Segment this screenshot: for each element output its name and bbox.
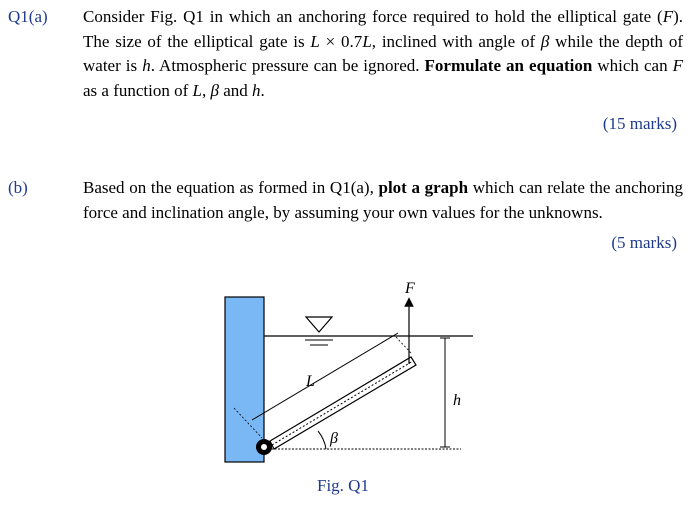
label-beta: β — [330, 430, 338, 447]
dimension-L-line — [252, 333, 398, 420]
elliptical-gate — [270, 357, 416, 449]
marks-q1a: (15 marks) — [602, 114, 677, 133]
text-run: , — [202, 80, 211, 100]
angle-arc-beta — [318, 431, 326, 449]
math-symbol: β — [540, 31, 550, 51]
text-run: ). The size of the elliptical gate is — [83, 7, 683, 51]
math-symbol: β — [210, 80, 219, 100]
label-h: h — [453, 392, 461, 409]
text-run: × 0.7 — [319, 31, 363, 51]
water-level-icon — [306, 317, 332, 332]
question-label-q1b: (b) — [8, 178, 28, 197]
label-F: F — [405, 280, 415, 297]
math-symbol: h — [142, 56, 151, 75]
math-symbol: F — [672, 56, 683, 75]
text-run: while the depth of water is — [83, 31, 683, 75]
text-run: . Atmospheric pressure can be ignored. — [150, 56, 425, 75]
math-symbol: L — [310, 31, 320, 51]
math-symbol: F — [662, 7, 674, 26]
text-run: , inclined with angle of — [371, 31, 541, 51]
hinge-pin — [261, 444, 267, 450]
math-symbol: L — [362, 31, 372, 51]
text-run: which can — [592, 56, 673, 75]
figure-caption: Fig. Q1 — [317, 476, 369, 495]
bold-phrase: Formulate an equation — [424, 56, 593, 75]
math-symbol: L — [192, 80, 202, 100]
text-run: which can relate the anchoring force and inclination angle, by assuming your own values for the unknowns. — [83, 178, 683, 222]
math-symbol: h — [252, 80, 261, 100]
tank-wall — [225, 297, 264, 462]
text-run: and — [218, 80, 253, 100]
marks-q1b: (5 marks) — [611, 233, 677, 252]
text-run: . — [260, 80, 265, 100]
text-run: Based on the equation as formed in Q1(a), — [83, 178, 379, 197]
question-label-q1a: Q1(a) — [8, 7, 48, 26]
text-run: Consider Fig. Q1 in which an anchoring force required to hold the elliptical gate ( — [83, 7, 663, 26]
text-run: as a function of — [83, 80, 193, 100]
label-L: L — [306, 373, 315, 390]
bold-phrase: plot a graph — [378, 178, 469, 197]
